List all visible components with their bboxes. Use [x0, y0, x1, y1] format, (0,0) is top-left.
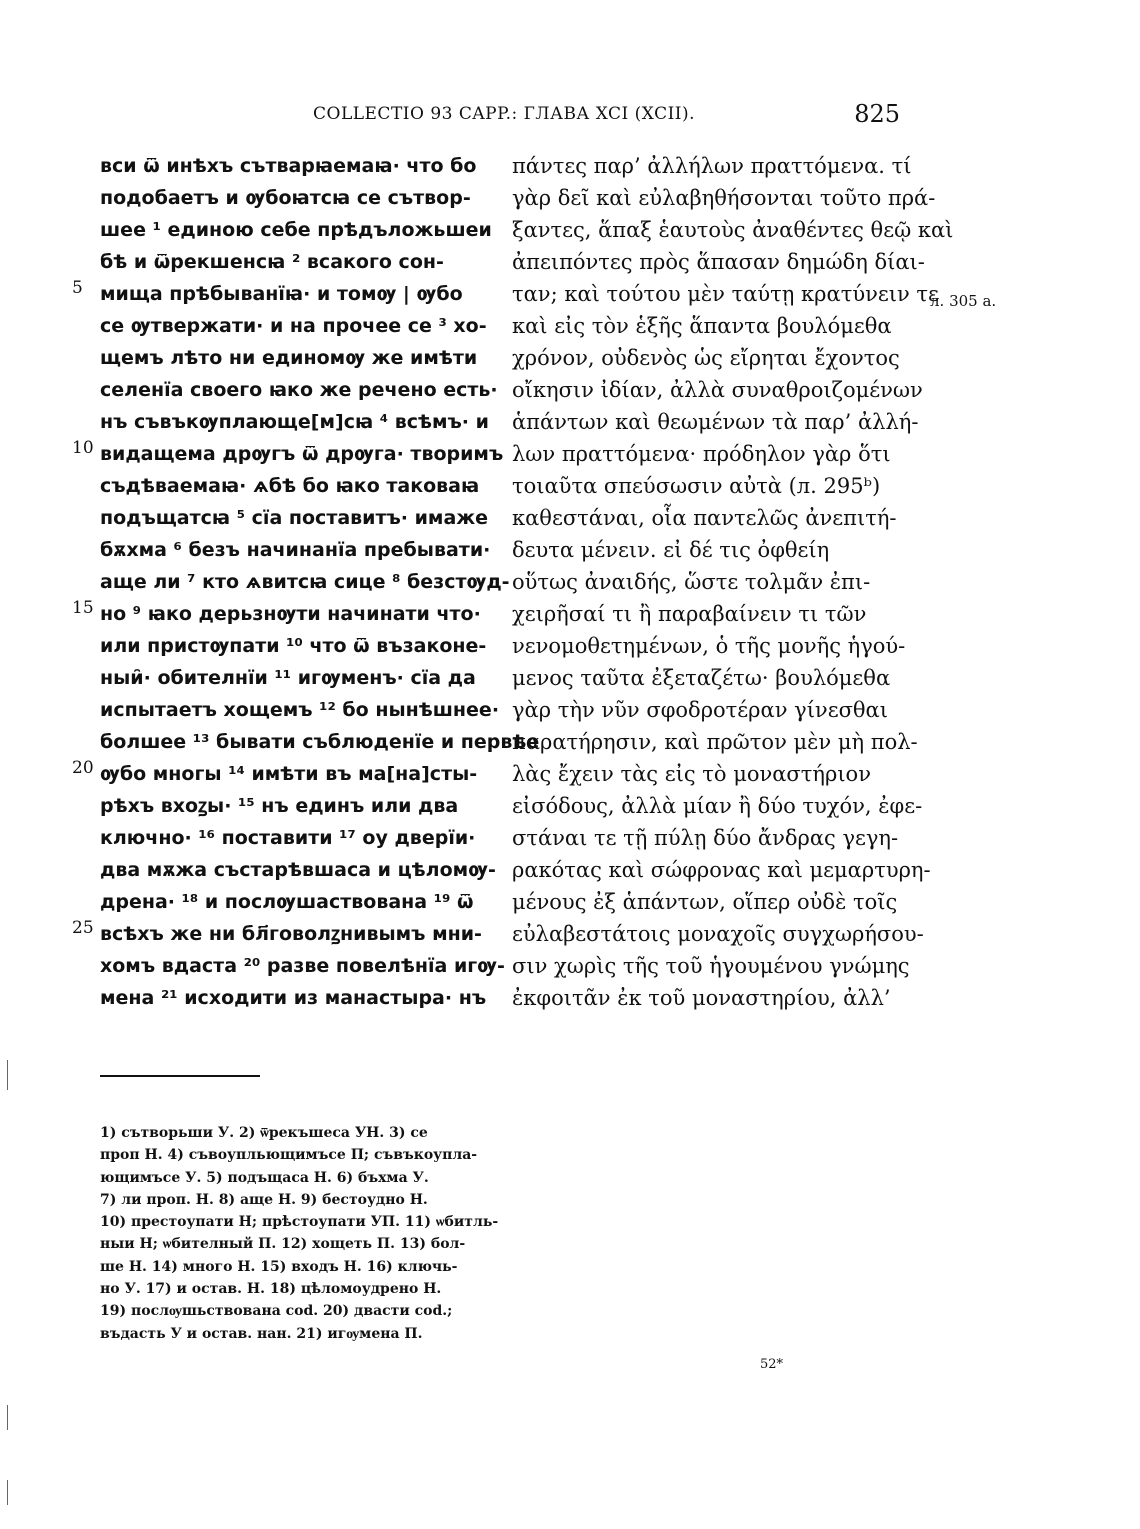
text-line: καὶ εἰς τὸν ἑξῆς ἅπαντα βουλόμεθα: [512, 314, 892, 338]
footnote-line: ше Н. 14) много Н. 15) входъ Н. 16) ключь-: [100, 1258, 458, 1275]
footnote-line: проп Н. 4) съвоупльющимъсе П; съвъкоупла-: [100, 1147, 478, 1164]
text-line: два мѫжа състарѣвшаса и цѣломѹ-: [100, 859, 496, 881]
footnote-line: ющимъсе У. 5) подъщаса Н. 6) бъхма У.: [100, 1169, 429, 1186]
text-line: съдѣваемаꙗ· ѧбѣ бо ꙗко таковаꙗ: [100, 475, 480, 497]
text-line: бѣ и ѿрекшенсꙗ ² всакого сон-: [100, 251, 444, 273]
text-line: λὰς ἔχειν τὰς εἰς τὸ μοναστήριον: [512, 762, 871, 786]
text-line: испытаетъ хощемъ ¹² бо нынѣшнее·: [100, 699, 500, 721]
text-line: дрена· ¹⁸ и послѹшаствована ¹⁹ ѿ: [100, 891, 474, 913]
text-line: ξαντες, ἅπαξ ἑαυτοὺς ἀναθέντες θεῷ καὶ: [512, 218, 954, 242]
text-line: болшее ¹³ бывати съблюденїе и первѣе: [100, 731, 540, 753]
running-title: COLLECTIO 93 CAPP.: ГЛАВА XCI (XCII).: [313, 104, 696, 124]
line-number: 15: [72, 598, 94, 618]
text-line: подъщатсꙗ ⁵ сїа поставитъ· имаже: [100, 507, 489, 529]
text-line: хомъ вдаста ²⁰ разве повелѣнїа игѹ-: [100, 955, 505, 977]
footnote-line: 1) сътворьши У. 2) ѿрекъшеса УН. 3) се: [100, 1125, 428, 1141]
line-number: 5: [72, 278, 83, 298]
page-number: 825: [854, 100, 900, 128]
text-line: μενος ταῦτα ἐξεταζέτω· βουλόμεθα: [512, 666, 891, 690]
footnote-line: въдасть У и остав. нан. 21) игѹмена П.: [100, 1325, 423, 1342]
text-line: οὕτως ἀναιδής, ὥστε τολμᾶν ἐπι-: [512, 570, 871, 594]
text-line: πάντες παρ’ ἀλλήλων πραττόμενα. τί: [512, 154, 912, 178]
page-header: [100, 100, 900, 140]
text-line: вси ѿ инѣхъ сътварꙗемаꙗ· что бо: [100, 155, 477, 177]
text-line: ταν; καὶ τούτου μὲν ταύτῃ κρατύνειν τε: [512, 282, 939, 306]
line-number: 10: [72, 438, 94, 458]
footnote-separator: [100, 1075, 260, 1077]
scan-edge-mark: [7, 1060, 8, 1090]
text-line: ρακότας καὶ σώφρονας καὶ μεμαρτυρη-: [512, 858, 931, 882]
footnote-line: ныи Н; ѡбителный П. 12) хощеть П. 13) бол-: [100, 1236, 466, 1253]
text-line: οἴκησιν ἰδίαν, ἀλλὰ συναθροιζομένων: [512, 378, 923, 402]
text-line: εἰσόδους, ἀλλὰ μίαν ἢ δύο τυχόν, ἐφε-: [512, 794, 923, 818]
text-line: χειρῆσαί τι ἢ παραβαίνειν τι τῶν: [512, 602, 867, 626]
text-line: рѣхъ вхоꙁы· ¹⁵ нъ единъ или два: [100, 795, 459, 817]
text-line: γὰρ τὴν νῦν σφοδροτέραν γίνεσθαι: [512, 698, 888, 722]
footnotes: [100, 1122, 499, 1345]
text-line: ѹбо многы ¹⁴ имѣти въ ма[на]сты-: [100, 763, 478, 785]
text-line: подобаетъ и ѹбоꙗтсꙗ се сътвор-: [100, 187, 471, 209]
text-line: ἀπειπόντες πρὸς ἅπασαν δημώδη δίαι-: [512, 250, 925, 274]
text-line: щемъ лѣто ни единомѹ же имѣти: [100, 347, 478, 369]
text-line: παρατήρησιν, καὶ πρῶτον μὲν μὴ πολ-: [512, 730, 918, 754]
signature-mark: 52*: [760, 1357, 784, 1372]
footnote-line: 7) ли проп. Н. 8) аще Н. 9) бестоудно Н.: [100, 1191, 428, 1208]
text-line: εὐλαβεστάτοις μοναχοῖς συγχωρήσου-: [512, 922, 924, 946]
text-line: но ⁹ ꙗко дерьзнѹти начинати что·: [100, 603, 481, 625]
text-line: ключно· ¹⁶ поставити ¹⁷ оу дверїи·: [100, 827, 476, 849]
text-line: ныи̑· обителнїи ¹¹ игѹменъ· сїа да: [100, 667, 476, 689]
text-line: мена ²¹ исходити из манастыра· нъ: [100, 987, 487, 1009]
line-number: 25: [72, 918, 94, 938]
text-line: ἁπάντων καὶ θεωμένων τὰ παρ’ ἀλλή-: [512, 410, 919, 434]
footnote-line: но У. 17) и остав. Н. 18) цѣломоудрено Н.: [100, 1281, 442, 1298]
text-line: селенїа своего ꙗко же речено есть·: [100, 379, 498, 401]
text-line: λων πραττόμενα· πρόδηλον γὰρ ὅτι: [512, 442, 891, 466]
text-line: нъ съвъкѹплающе[м]сꙗ ⁴ всѣмъ· и: [100, 411, 489, 433]
text-line: шее ¹ единою себе прѣдъложьшеи: [100, 219, 492, 241]
text-line: στάναι τε τῇ πύλῃ δύο ἄνδρας γεγη-: [512, 826, 899, 850]
text-line: χρόνον, οὐδενὸς ὡς εἴρηται ἔχοντος: [512, 346, 900, 370]
text-line: τοιαῦτα σπεύσωσιν αὐτὰ (л. 295ᵇ): [512, 474, 881, 498]
text-line: μένους ἐξ ἁπάντων, οἵπερ οὐδὲ τοῖς: [512, 890, 898, 914]
text-line: всѣхъ же ни бл҃говолꙁнивымъ мни-: [100, 923, 482, 945]
footnote-line: 10) престоупати Н; прѣстоупати УП. 11) ѡбитль-: [100, 1214, 499, 1231]
text-line: или пристѹпати ¹⁰ что ѿ възаконе-: [100, 635, 487, 657]
slavonic-column: [100, 150, 540, 1014]
text-line: се ѹтвержати· и на прочее се ³ хо-: [100, 315, 487, 337]
text-line: γὰρ δεῖ καὶ εὐλαβηθήσονται τοῦτο πρά-: [512, 186, 936, 210]
greek-column: [512, 150, 954, 1014]
folio-margin-note: л. 305 a.: [930, 292, 997, 310]
text-line: бѫхма ⁶ безъ начинанїа пребывати·: [100, 539, 491, 561]
text-line: аще ли ⁷ кто ѧвитсꙗ сице ⁸ безстѹд-: [100, 571, 510, 593]
text-line: мища прѣбыванїꙗ· и томѹ | ѹбо: [100, 283, 463, 305]
footnote-line: 19) послѹшьствована cod. 20) двасти cod.;: [100, 1303, 453, 1320]
line-number: 20: [72, 758, 94, 778]
text-line: ἐκφοιτᾶν ἐκ τοῦ μοναστηρίου, ἀλλ’: [512, 986, 891, 1010]
text-line: σιν χωρὶς τῆς τοῦ ἡγουμένου γνώμης: [512, 954, 910, 978]
text-line: видащема дрѹгъ ѿ дрѹга· творимъ: [100, 443, 504, 465]
scan-edge-mark: [7, 1480, 8, 1505]
scan-edge-mark: [7, 1405, 8, 1430]
text-line: καθεστάναι, οἷα παντελῶς ἀνεπιτή-: [512, 506, 897, 530]
text-line: νενομοθετημένων, ὁ τῆς μονῆς ἡγού-: [512, 634, 906, 658]
text-line: δευτα μένειν. εἰ δέ τις ὀφθείη: [512, 538, 830, 562]
